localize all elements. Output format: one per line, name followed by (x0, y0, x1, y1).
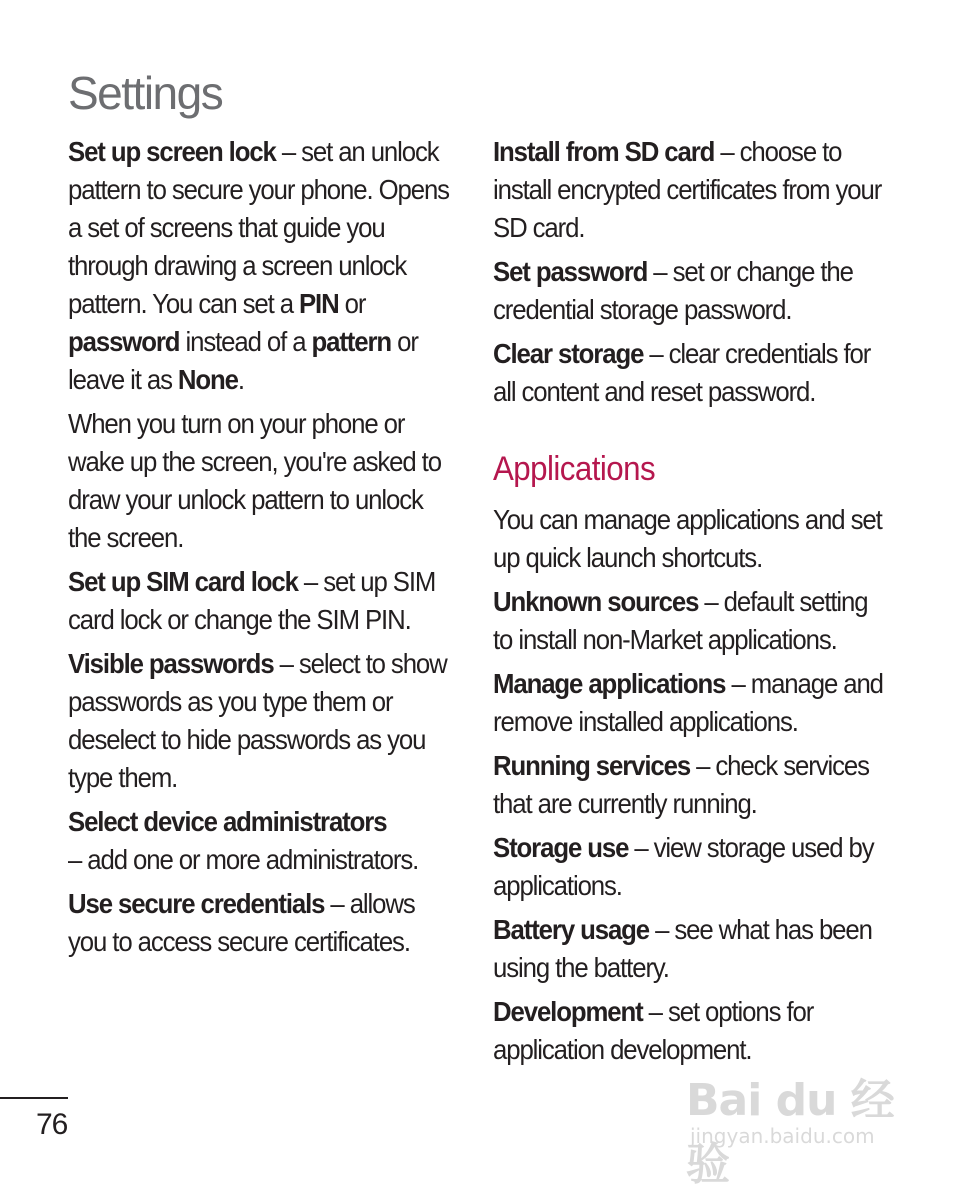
term-sim-card-lock: Set up SIM card lock (68, 566, 298, 597)
term-unknown-sources: Unknown sources (493, 586, 699, 617)
desc-storage-use: – view storage used by applications. (493, 832, 874, 901)
page-title: Settings (68, 67, 223, 119)
desc-clear-storage: – clear credentials for all content and reset password. (493, 338, 871, 407)
left-column (68, 133, 454, 967)
paragraph-sim-card-lock (68, 563, 454, 639)
paragraph-device-administrators (68, 803, 454, 879)
desc-set-up-screen-lock: – set an unlock pattern to secure your phone. Opens a set of screens that guide you through drawing a screen unlock pattern. You can set a (68, 136, 449, 319)
paragraph-development (493, 993, 884, 1069)
paragraph-install-sd (493, 133, 884, 247)
watermark-logo: Bai du 经验 (686, 1075, 894, 1190)
text-period: . (237, 364, 244, 395)
term-secure-credentials: Use secure credentials (68, 888, 325, 919)
term-battery-usage: Battery usage (493, 914, 650, 945)
desc-development: – set options for application development. (493, 996, 814, 1065)
paragraph-storage-use (493, 829, 884, 905)
paragraph-unlock-note: When you turn on your phone or wake up the screen, you're asked to draw your unlock pattern to unlock the screen. (68, 408, 441, 553)
desc-set-password: – set or change the credential storage password. (493, 256, 853, 325)
paragraph-manage-applications (493, 665, 884, 741)
paragraph-unknown-sources (493, 583, 884, 659)
paragraph-visible-passwords (68, 645, 454, 797)
term-manage-applications: Manage applications (493, 668, 726, 699)
text-leave-it: or leave it as (68, 326, 418, 395)
term-install-sd: Install from SD card (493, 136, 715, 167)
paragraph-set-password (493, 253, 884, 329)
section-heading-applications: Applications (493, 450, 656, 488)
term-set-password: Set password (493, 256, 648, 287)
term-pattern: pattern (311, 326, 392, 357)
desc-device-administrators: – add one or more administrators. (68, 844, 419, 875)
footer-divider (0, 1097, 68, 1099)
paragraph-running-services (493, 747, 884, 823)
paragraph-applications-intro: You can manage applications and set up quick launch shortcuts. (493, 504, 882, 573)
text-or: or (338, 288, 366, 319)
term-set-up-screen-lock: Set up screen lock (68, 136, 276, 167)
paragraph-clear-storage (493, 335, 884, 411)
desc-running-services: – check services that are currently running. (493, 750, 869, 819)
term-none: None (177, 364, 238, 395)
text-instead-of: instead of a (179, 326, 312, 357)
term-device-administrators: Select device administrators (68, 806, 387, 837)
desc-manage-applications: – manage and remove installed applications. (493, 668, 883, 737)
paragraph-secure-credentials (68, 885, 454, 961)
term-running-services: Running services (493, 750, 691, 781)
right-column (493, 133, 884, 1075)
paragraph-battery-usage (493, 911, 884, 987)
paragraph-screen-lock (68, 133, 454, 399)
term-visible-passwords: Visible passwords (68, 648, 274, 679)
desc-secure-credentials: – allows you to access secure certificates. (68, 888, 415, 957)
term-storage-use: Storage use (493, 832, 629, 863)
term-password: password (68, 326, 180, 357)
term-pin: PIN (298, 288, 339, 319)
page-number: 76 (36, 1108, 68, 1141)
desc-sim-card-lock: – set up SIM card lock or change the SIM PIN. (68, 566, 436, 635)
desc-visible-passwords: – select to show passwords as you type them or deselect to hide passwords as you type them. (68, 648, 447, 793)
desc-install-sd: – choose to install encrypted certificates from your SD card. (493, 136, 882, 243)
desc-unknown-sources: – default setting to install non-Market applications. (493, 586, 868, 655)
desc-battery-usage: – see what has been using the battery. (493, 914, 872, 983)
term-development: Development (493, 996, 643, 1027)
watermark-site: jingyan.baidu.com (690, 1124, 875, 1148)
term-clear-storage: Clear storage (493, 338, 644, 369)
